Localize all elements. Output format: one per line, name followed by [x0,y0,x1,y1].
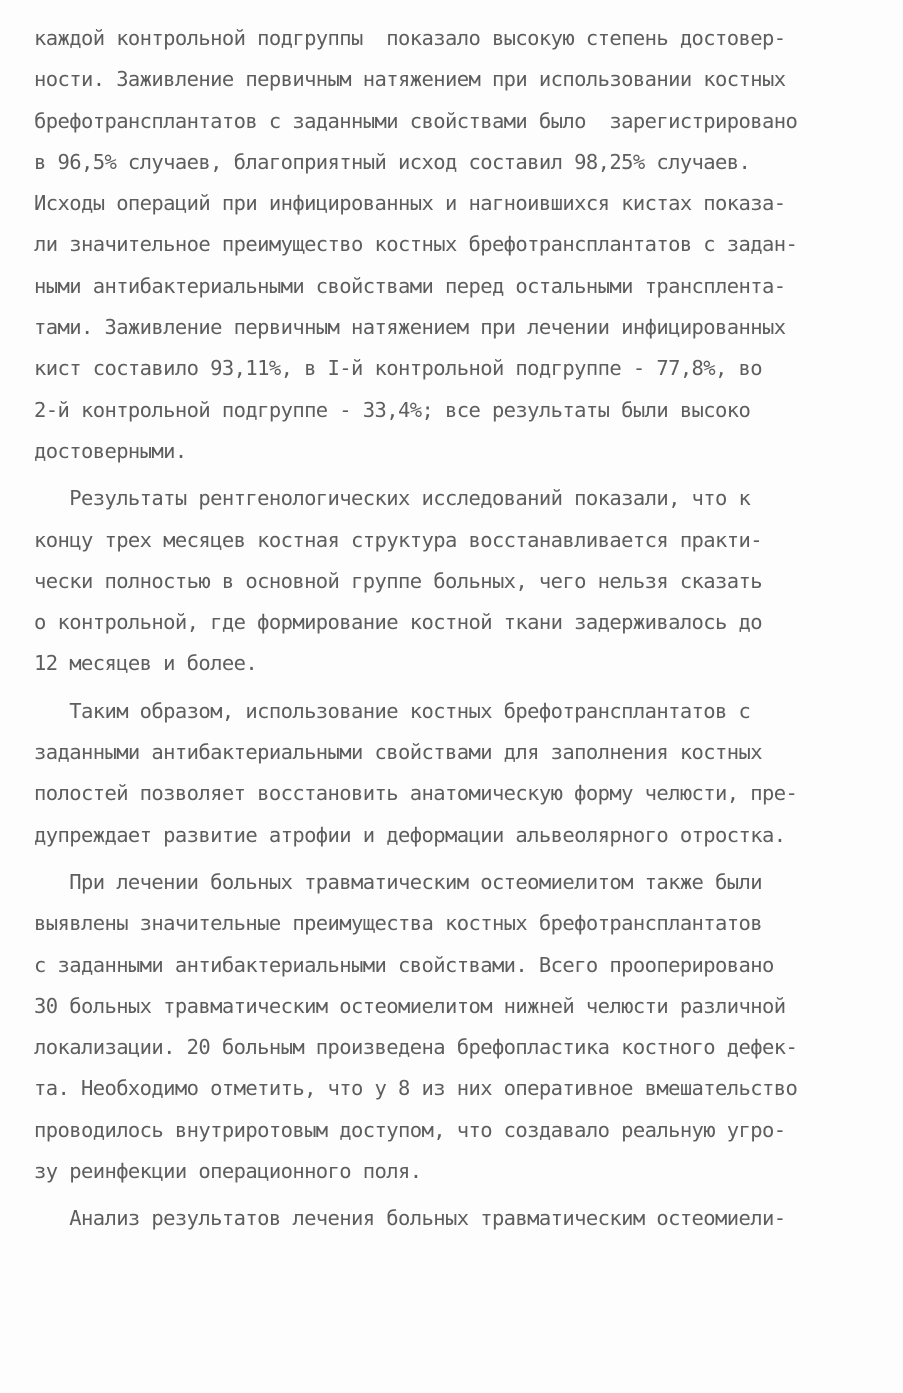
text-line: чески полностью в основной группе больных, чего нельзя сказать [34,568,763,593]
text-line: тами. Заживление первичным натяжением при лечении инфицированных [34,315,786,340]
text-line: каждой контрольной подгруппы показало высокую степень достовер- [34,26,786,50]
text-line: ными антибактериальными свойствами перед остальными трансплента- [34,273,786,298]
text-line: выявлены значительные преимущества костных брефотрансплантатов [34,911,763,936]
text-line: заданными антибактериальными свойствами для заполнения костных [34,740,763,765]
text-line: брефотрансплантатов с заданными свойствами было зарегистрировано [34,108,798,133]
text-line: При лечении больных травматическим остеомиелитом также были [34,869,763,894]
text-line: полостей позволяет восстановить анатомическую форму челюсти, пре- [34,781,798,806]
text-line: достоверными. [34,438,187,463]
paragraph [34,691,879,856]
text-line: в 96,5% случаев, благоприятный исход составил 98,25% случаев. [34,149,751,174]
text-line: зу реинфекции операционного поля. [34,1159,422,1184]
paragraph [34,18,879,472]
text-line: дупреждает развитие атрофии и деформации альвеолярного отростка. [34,822,786,847]
text-line: Таким образом, использование костных брефотрансплантатов с [34,698,751,723]
text-line: 2-й контрольной подгруппе - 33,4%; все результаты были высоко [34,397,751,422]
text-line: проводилось внутриротовым доступом, что создавало реальную угро- [34,1117,786,1142]
text-line: та. Необходимо отметить, что у 8 из них оперативное вмешательство [34,1076,798,1101]
text-line: кист составило 93,11%, в I-й контрольной подгруппе - 77,8%, во [34,356,763,381]
text-line: Результаты рентгенологических исследований показали, что к [34,486,751,511]
text-line: 12 месяцев и более. [34,651,258,676]
paragraph [34,1198,879,1239]
document-body [34,18,879,1240]
text-line: о контрольной, где формирование костной ткани задерживалось до [34,610,763,635]
text-line: концу трех месяцев костная структура восстанавливается практи- [34,527,763,552]
text-line: 30 больных травматическим остеомиелитом нижней челюсти различной [34,993,786,1018]
text-line: ности. Заживление первичным натяжением при использовании костных [34,67,786,92]
text-line: ли значительное преимущество костных брефотрансплантатов с задан- [34,232,798,257]
paragraph [34,862,879,1192]
paragraph [34,478,879,684]
text-line: с заданными антибактериальными свойствами. Всего прооперировано [34,952,774,977]
text-line: локализации. 20 больным произведена брефопластика костного дефек- [34,1035,798,1060]
text-line: Анализ результатов лечения больных травматическим остеомиели- [34,1206,786,1231]
text-line: Исходы операций при инфицированных и нагноившихся кистах показа- [34,191,786,216]
